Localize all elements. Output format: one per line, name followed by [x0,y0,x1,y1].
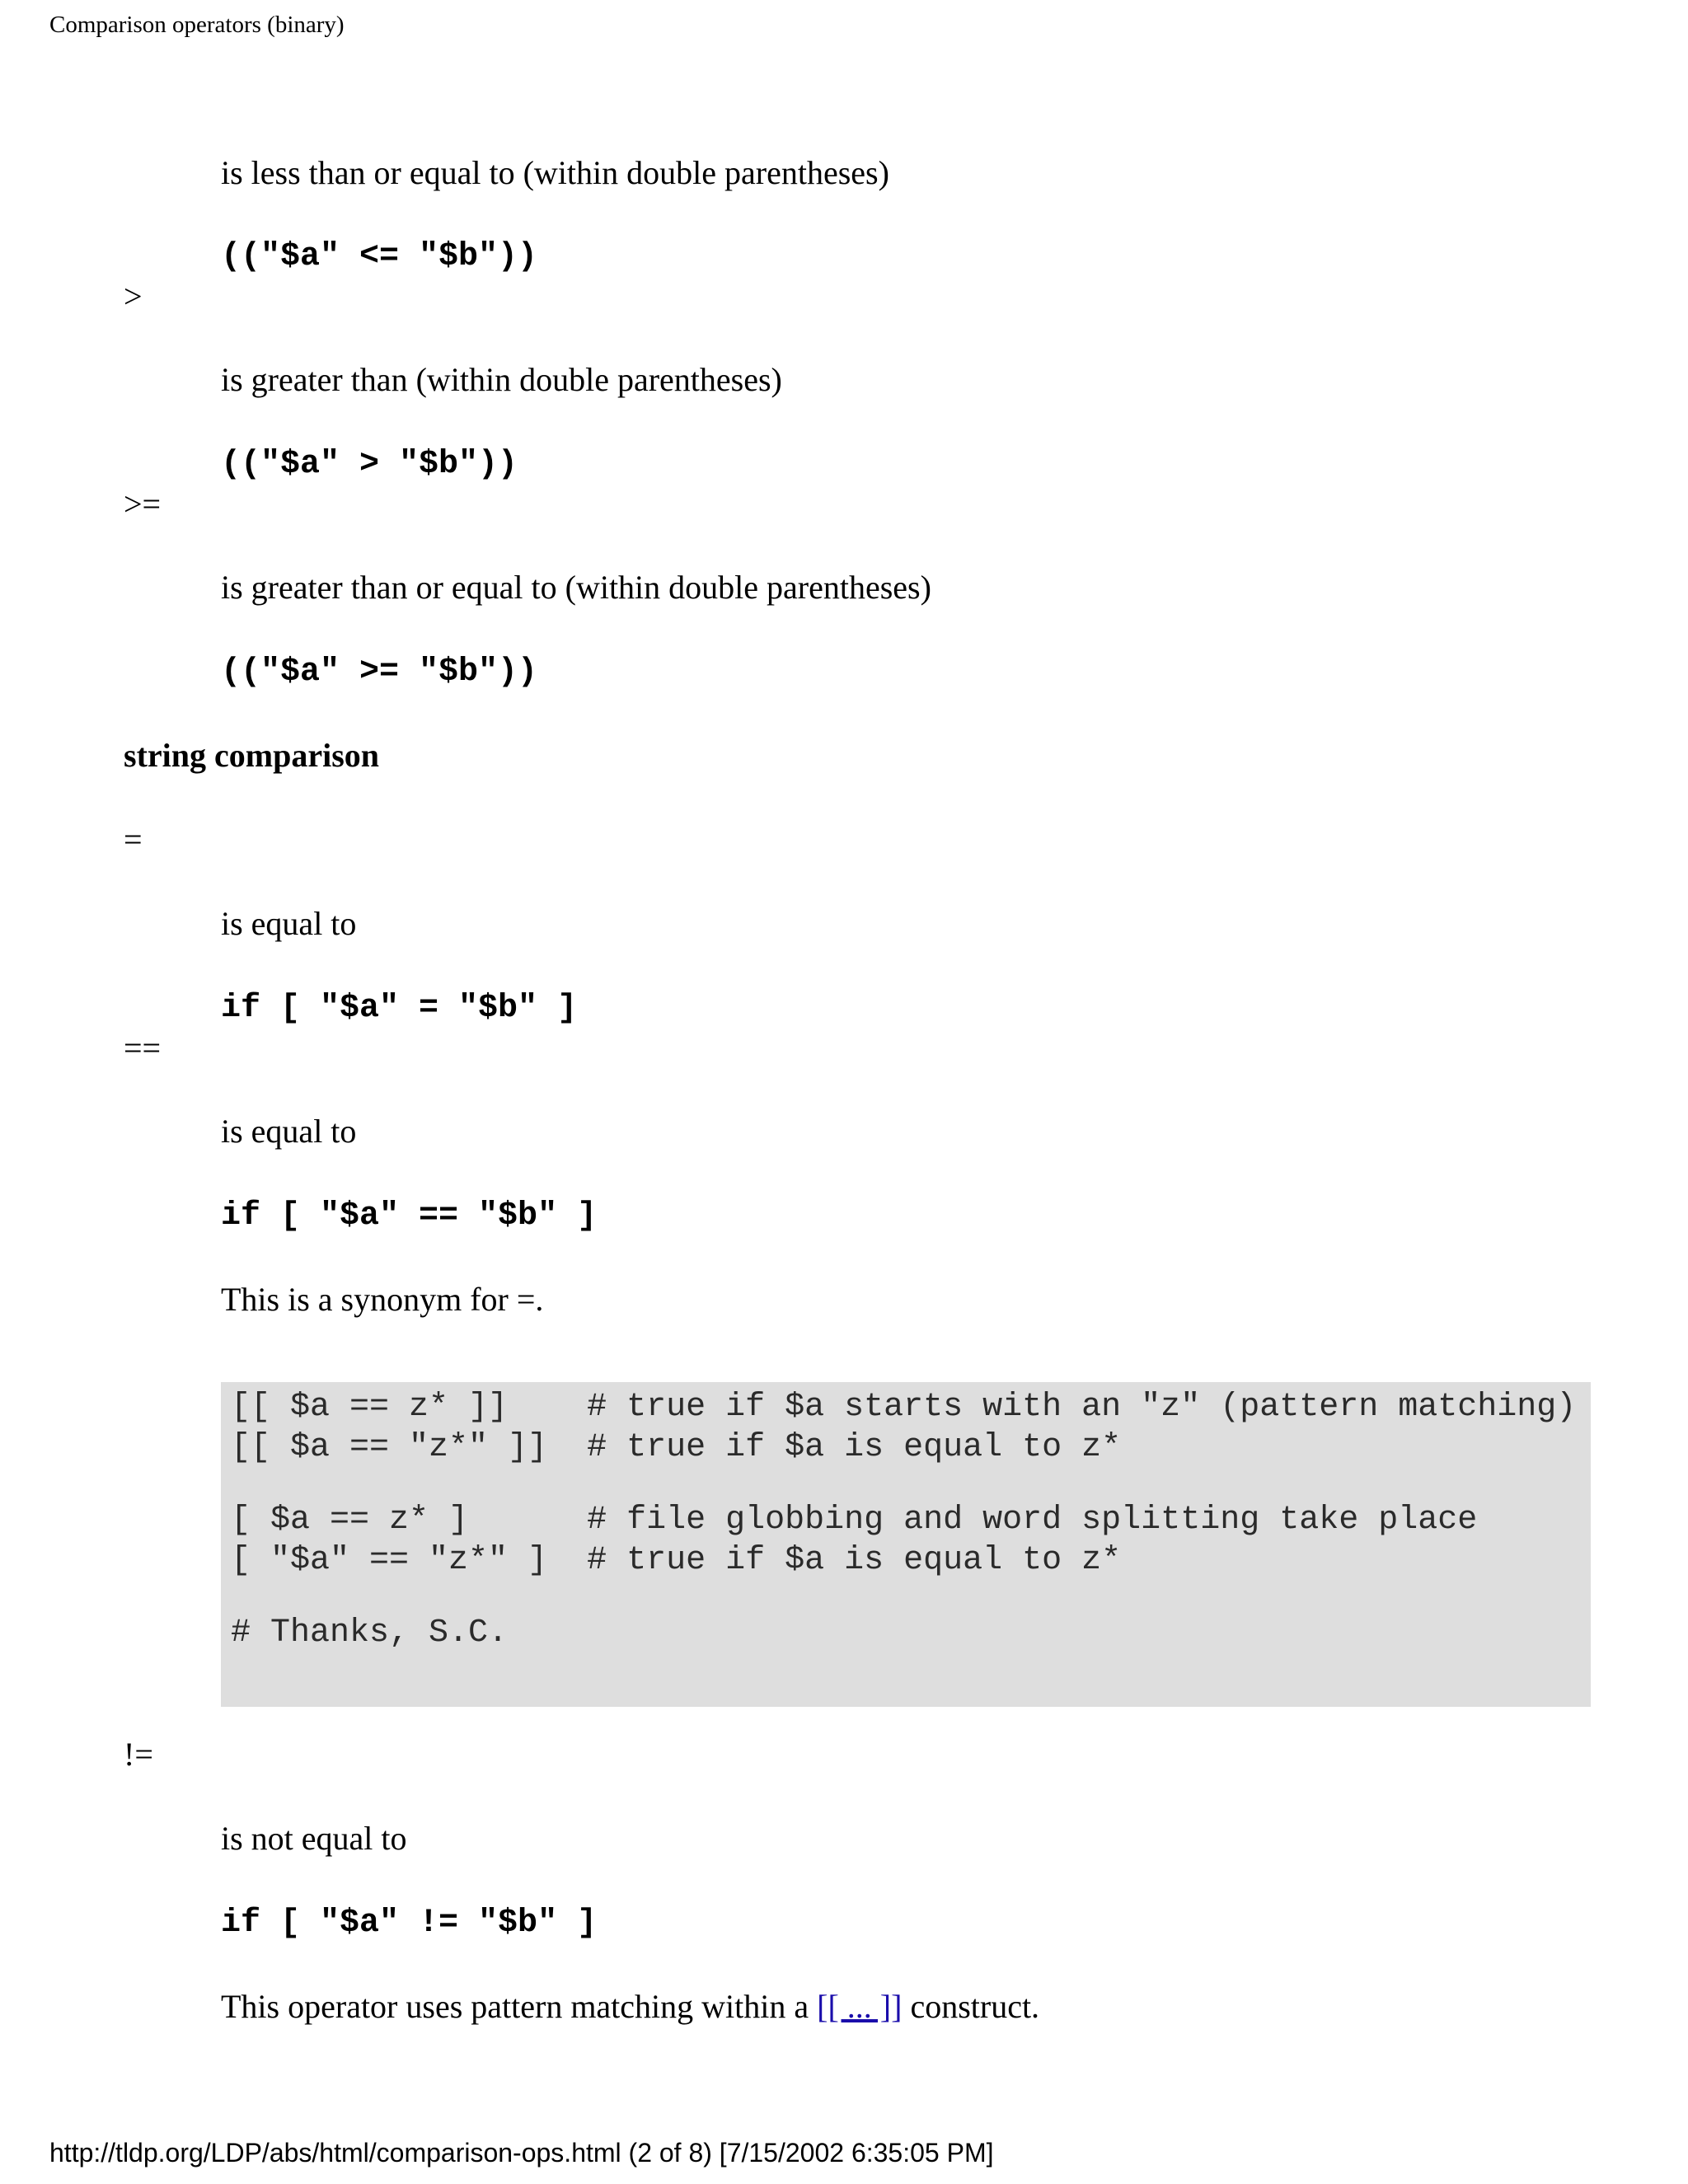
eqeq-description: is equal to [221,1113,357,1150]
ne-operator: != [124,1736,153,1773]
ne-pattern-note [221,1987,1039,2027]
double-bracket-construct-link[interactable]: [[ ... ]] [817,1988,903,2025]
section-title-string-comparison: string comparison [124,737,379,774]
ne-example: if [ "$a" != "$b" ] [221,1905,598,1942]
eq-description: is equal to [221,905,357,942]
ne-description: is not equal to [221,1820,407,1857]
page-header-title: Comparison operators (binary) [49,12,345,38]
gt-description: is greater than (within double parentheses) [221,361,782,398]
ne-note-text-after: construct. [902,1988,1040,2025]
code-line: [[ $a == "z*" ]] # true if $a is equal to z* [231,1429,1122,1466]
code-line: [ "$a" == "z*" ] # true if $a is equal to z* [231,1542,1122,1579]
page-footer-url: http://tldp.org/LDP/abs/html/comparison-ops.html (2 of 8) [7/15/2002 6:35:05 PM] [49,2138,994,2168]
eqeq-synonym-note: This is a synonym for =. [221,1281,544,1318]
eqeq-operator: == [124,1029,162,1066]
gt-example: (("$a" > "$b")) [221,446,518,483]
code-line: [ $a == z* ] # file globbing and word splitting take place [231,1502,1478,1539]
eq-example: if [ "$a" = "$b" ] [221,990,578,1027]
gt-operator: > [124,278,143,315]
le-description: is less than or equal to (within double parentheses) [221,154,889,191]
eq-operator: = [124,821,143,858]
ge-operator: >= [124,485,162,523]
pattern-matching-code-block [221,1382,1591,1707]
code-comment-thanks: # Thanks, S.C. [231,1615,509,1652]
code-line: [[ $a == z* ]] # true if $a starts with an "z" (pattern matching) [231,1389,1577,1426]
ne-note-text-before: This operator uses pattern matching within a [221,1988,818,2025]
eqeq-example: if [ "$a" == "$b" ] [221,1197,598,1235]
ge-description: is greater than or equal to (within double parentheses) [221,569,931,606]
le-example: (("$a" <= "$b")) [221,238,538,275]
ge-example: (("$a" >= "$b")) [221,654,538,691]
